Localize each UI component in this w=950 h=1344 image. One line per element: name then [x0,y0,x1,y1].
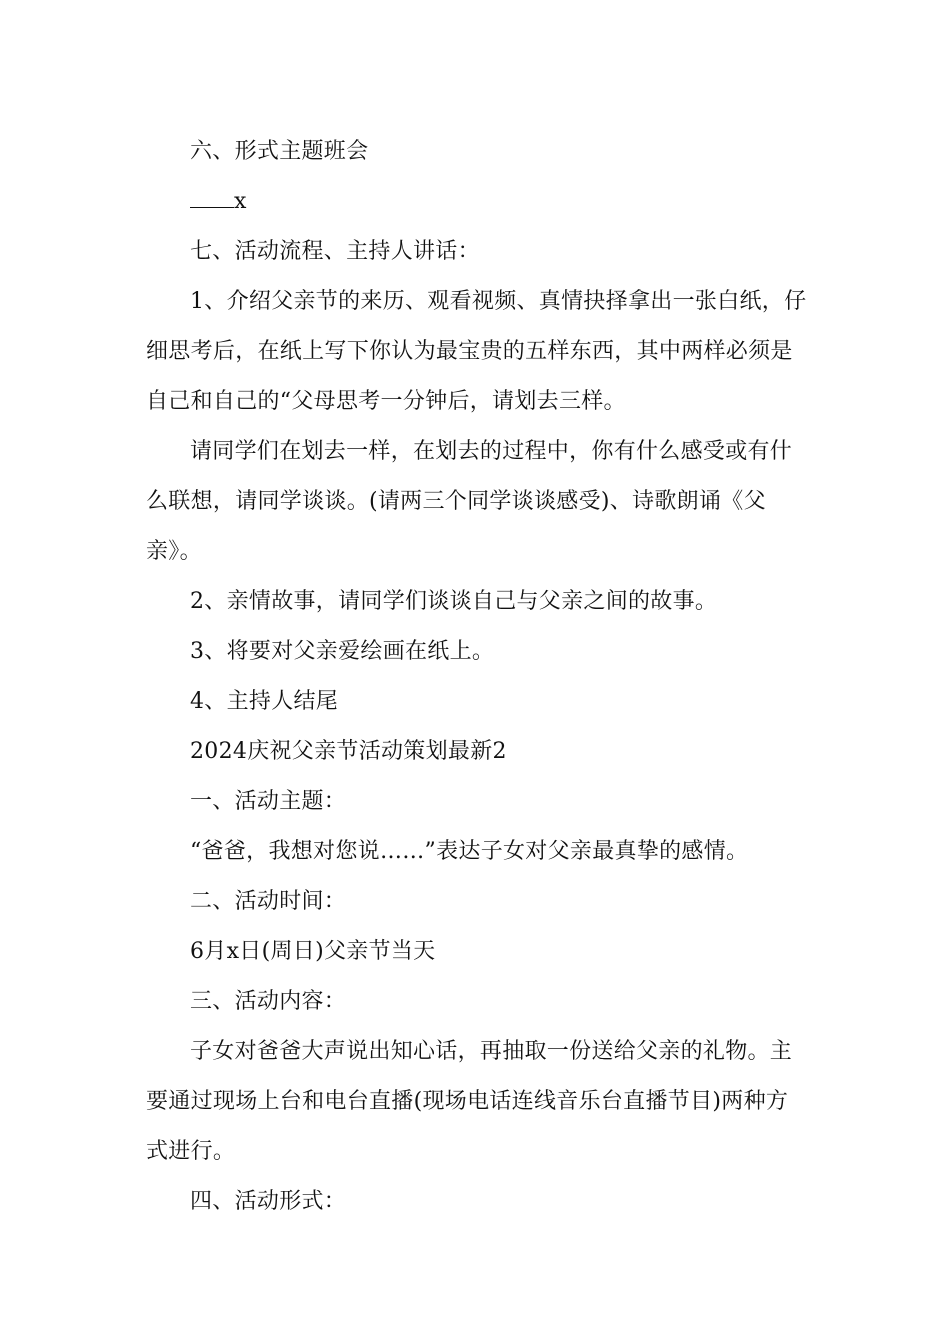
paragraph-line: 子女对爸爸大声说出知心话，再抽取一份送给父亲的礼物。主 [190,1039,793,1064]
paragraph-line: “爸爸，我想对您说……”表达子女对父亲最真挚的感情。 [190,839,749,864]
paragraph-line: 式进行。 [146,1139,236,1164]
section-heading-3: 三、活动内容： [190,989,347,1014]
fill-in-text: x [234,189,247,214]
paragraph-line: 6月x日(周日)父亲节当天 [190,939,436,964]
section-heading-6: 六、形式主题班会 [190,139,369,164]
paragraph-line: 亲》。 [146,539,202,564]
paragraph-line: 自己和自己的“父母思考一分钟后，请划去三样。 [146,389,626,414]
fill-in-line [190,188,808,216]
paragraph-line: 请同学们在划去一样，在划去的过程中，你有什么感受或有什 [190,439,793,464]
paragraph-line: 么联想，请同学谈谈。(请两三个同学谈谈感受)、诗歌朗诵《父 [146,489,766,514]
paragraph-line: 1、介绍父亲节的来历、观看视频、真情抉择拿出一张白纸，仔 [190,289,807,314]
section-heading-1: 一、活动主题： [190,789,347,814]
section-heading-7: 七、活动流程、主持人讲话： [190,239,480,264]
list-item: 3、将要对父亲爱绘画在纸上。 [190,639,495,664]
paragraph-line: 细思考后，在纸上写下你认为最宝贵的五样东西，其中两样必须是 [146,339,793,364]
paragraph-line: 要通过现场上台和电台直播(现场电话连线音乐台直播节目)两种方 [146,1089,789,1114]
section-heading-2: 二、活动时间： [190,889,347,914]
section-heading-4: 四、活动形式： [190,1189,347,1214]
blank-underline [190,189,234,208]
document-title: 2024庆祝父亲节活动策划最新2 [190,739,507,764]
list-item: 4、主持人结尾 [190,689,339,714]
list-item: 2、亲情故事，请同学们谈谈自己与父亲之间的故事。 [190,589,718,614]
